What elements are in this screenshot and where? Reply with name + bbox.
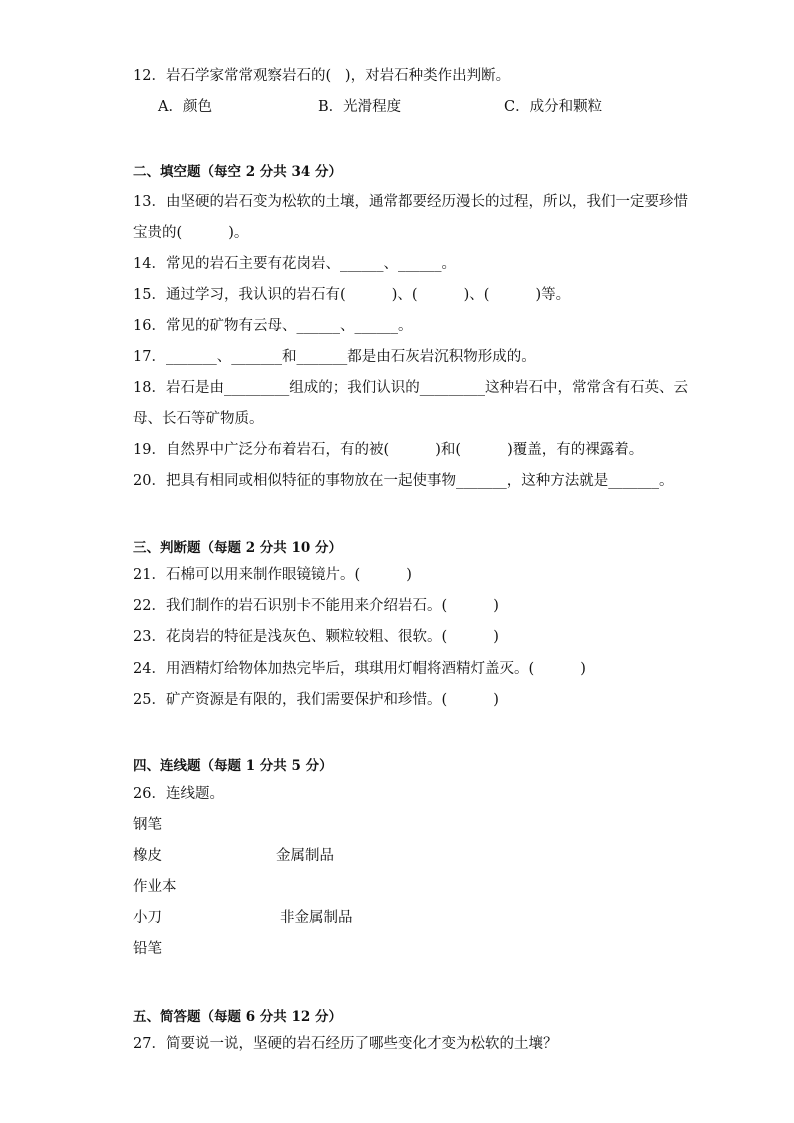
match-left-item: 橡皮	[133, 848, 162, 864]
question-27: 27．简要说一说，坚硬的岩石经历了哪些变化才变为松软的土壤？	[133, 1036, 558, 1052]
question-15: 15．通过学习，我认识的岩石有( )、( )、( )等。	[133, 287, 571, 303]
question-25: 25．矿产资源是有限的，我们需要保护和珍惜。( )	[133, 692, 499, 708]
option-a: A．颜色	[158, 99, 212, 115]
question-13-line-2: 宝贵的( )。	[133, 225, 249, 241]
match-left-item: 作业本	[133, 879, 177, 895]
question-12: 12．岩石学家常常观察岩石的( )，对岩石种类作出判断。	[133, 68, 511, 84]
match-left-item: 钢笔	[133, 817, 162, 833]
question-23: 23．花岗岩的特征是浅灰色、颗粒较粗、很软。( )	[133, 629, 499, 645]
question-26: 26．连线题。	[133, 786, 224, 802]
section-4-heading: 四、连线题（每题 1 分共 5 分）	[133, 758, 333, 774]
section-5-heading: 五、简答题（每题 6 分共 12 分）	[133, 1009, 342, 1025]
question-19: 19．自然界中广泛分布着岩石，有的被( )和( )覆盖，有的裸露着。	[133, 442, 644, 458]
option-b: B．光滑程度	[318, 99, 402, 115]
question-24: 24．用酒精灯给物体加热完毕后，琪琪用灯帽将酒精灯盖灭。( )	[133, 661, 586, 677]
question-13-line-1: 13．由坚硬的岩石变为松软的土壤，通常都要经历漫长的过程，所以，我们一定要珍惜	[133, 194, 688, 210]
question-17: 17．_______、_______和_______都是由石灰岩沉积物形成的。	[133, 349, 536, 365]
match-right-item: 金属制品	[276, 848, 334, 864]
option-c: C．成分和颗粒	[504, 99, 603, 115]
question-14: 14．常见的岩石主要有花岗岩、______、______。	[133, 256, 456, 272]
question-21: 21．石棉可以用来制作眼镜镜片。( )	[133, 567, 412, 583]
question-18-line-2: 母、长石等矿物质。	[133, 411, 264, 427]
question-18-line-1: 18．岩石是由_________组成的；我们认识的_________这种岩石中，常常含有石英、云	[133, 380, 688, 396]
question-16: 16．常见的矿物有云母、______、______。	[133, 318, 413, 334]
section-2-heading: 二、填空题（每空 2 分共 34 分）	[133, 164, 342, 180]
section-3-heading: 三、判断题（每题 2 分共 10 分）	[133, 540, 342, 556]
match-left-item: 铅笔	[133, 941, 162, 957]
question-22: 22．我们制作的岩石识别卡不能用来介绍岩石。( )	[133, 598, 499, 614]
match-left-item: 小刀	[133, 910, 162, 926]
match-right-item: 非金属制品	[280, 910, 353, 926]
question-20: 20．把具有相同或相似特征的事物放在一起使事物_______，这种方法就是_______。	[133, 473, 674, 489]
